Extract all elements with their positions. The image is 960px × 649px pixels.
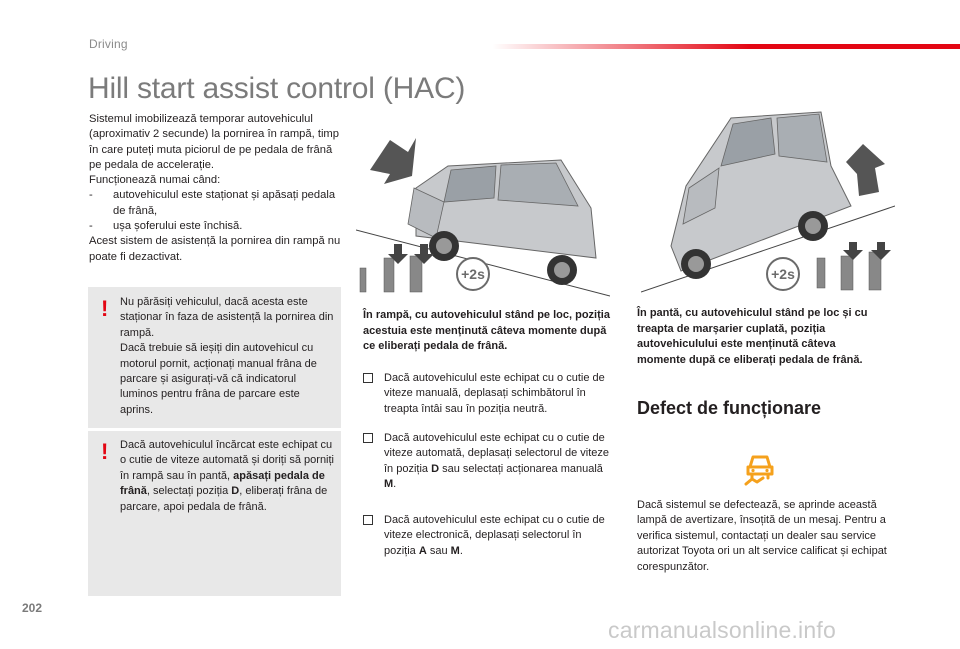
bullet-text-bold: D xyxy=(431,462,440,475)
bullet-square-icon xyxy=(363,373,373,383)
bullet-text-part: . xyxy=(393,478,397,491)
downhill-caption: În pantă, cu autovehiculul stând pe loc și cu treapta de marșarier cuplată, poziția autovehiculului este menținută câteva momente după ce eliberați pedala de frână. xyxy=(637,307,868,366)
warning-text xyxy=(120,295,335,418)
bullet-text xyxy=(384,513,613,559)
condition-item xyxy=(89,219,344,234)
intro-text xyxy=(89,112,344,265)
bullet-text-part: . xyxy=(459,544,463,557)
bullet-text-part: Dacă autovehiculul este echipat cu o cutie de viteze electronică, deplasați selectorul în poziția xyxy=(384,514,605,557)
gearbox-item-electronic xyxy=(363,513,613,559)
warning-text-part: Dacă autovehiculul încărcat este echipat cu o cutie de viteze automată și doriți să porniți în rampă sau în pantă, xyxy=(120,439,335,482)
warning-box-2 xyxy=(88,431,341,596)
warning-text-part: , eliberați frâna de parcare, apoi pedala de frână. xyxy=(120,485,328,513)
timer-label: +2s xyxy=(771,266,795,282)
bullet-text-bold: M xyxy=(384,478,394,491)
warning-exclamation-icon: ! xyxy=(101,296,109,321)
dash-marker: - xyxy=(89,220,93,233)
condition-text: ușa șoferului este închisă. xyxy=(113,220,243,233)
page-title: Hill start assist control (HAC) xyxy=(88,72,466,105)
bullet-text: Dacă autovehiculul este echipat cu o cutie de viteze manuală, deplasați schimbătorul în treapta întâi sau în poziția neutră. xyxy=(384,372,605,415)
bullet-text-bold: A xyxy=(418,544,427,557)
downhill-van-illustration xyxy=(641,96,895,296)
gearbox-item-automatic xyxy=(363,431,613,493)
bullet-square-icon xyxy=(363,433,373,443)
intro-note: Acest sistem de asistență la pornirea din rampă nu poate fi dezactivat. xyxy=(89,235,341,263)
bullet-text-part: Dacă autovehiculul este echipat cu o cutie de viteze automată, deplasați selectorul de viteze în poziția xyxy=(384,432,610,475)
warning-text-part: , selectați poziția xyxy=(146,485,232,498)
warning-text xyxy=(120,438,335,515)
intro-paragraph: Sistemul imobilizează temporar autovehiculul (aproximativ 2 secunde) la pornirea în rampă, timp în care puteți muta piciorul de pe pedala de frână pe pedala de accelerație. xyxy=(89,113,339,171)
gearbox-item-manual xyxy=(363,371,613,417)
bullet-text-bold: M xyxy=(450,544,460,557)
warning-box-1 xyxy=(88,287,341,428)
warning-text-bold: D xyxy=(231,485,240,498)
hill-assist-warning-lamp-icon xyxy=(742,451,778,487)
bullet-text-part: sau selectați acționarea manuală xyxy=(439,462,603,475)
dash-marker: - xyxy=(89,189,93,202)
uphill-caption: În rampă, cu autovehiculul stând pe loc, poziția acestuia este menținută câteva momente după ce eliberați pedala de frână. xyxy=(363,309,610,353)
warning-exclamation-icon: ! xyxy=(101,439,109,464)
bullet-text-part: sau xyxy=(426,544,451,557)
header-accent-bar xyxy=(492,44,960,49)
condition-text: autovehiculul este staționat și apăsați pedala de frână, xyxy=(113,189,336,217)
condition-item xyxy=(89,188,344,219)
malfunction-text: Dacă sistemul se defectează, se aprinde această lampă de avertizare, însoțită de un mesaj. Pentru a verifica sistemul, contactați un dealer sau service autorizat Toyota ori un alt service calificat și echipat corespunzător. xyxy=(637,499,887,573)
page-number: 202 xyxy=(22,601,43,615)
warning-text-line: Dacă trebuie să ieșiți din autovehicul cu motorul pornit, acționați manual frâna de parcare și asigurați-vă că indicatorul luminos pentru frâna de parcare este aprins. xyxy=(120,342,317,416)
warning-text-line: Nu părăsiți vehiculul, dacă acesta este staționar în faza de asistență la pornirea din rampă. xyxy=(120,296,334,339)
malfunction-heading: Defect de funcționare xyxy=(637,398,822,418)
timer-label: +2s xyxy=(461,266,485,282)
functions-when: Funcționează numai când: xyxy=(89,174,221,187)
section-label: Driving xyxy=(89,37,128,51)
bullet-text xyxy=(384,431,613,493)
uphill-van-illustration xyxy=(356,118,610,298)
bullet-square-icon xyxy=(363,515,373,525)
warning-text-bold: apăsați pedala de frână xyxy=(120,469,325,498)
watermark: carmanualsonline.info xyxy=(608,617,836,643)
